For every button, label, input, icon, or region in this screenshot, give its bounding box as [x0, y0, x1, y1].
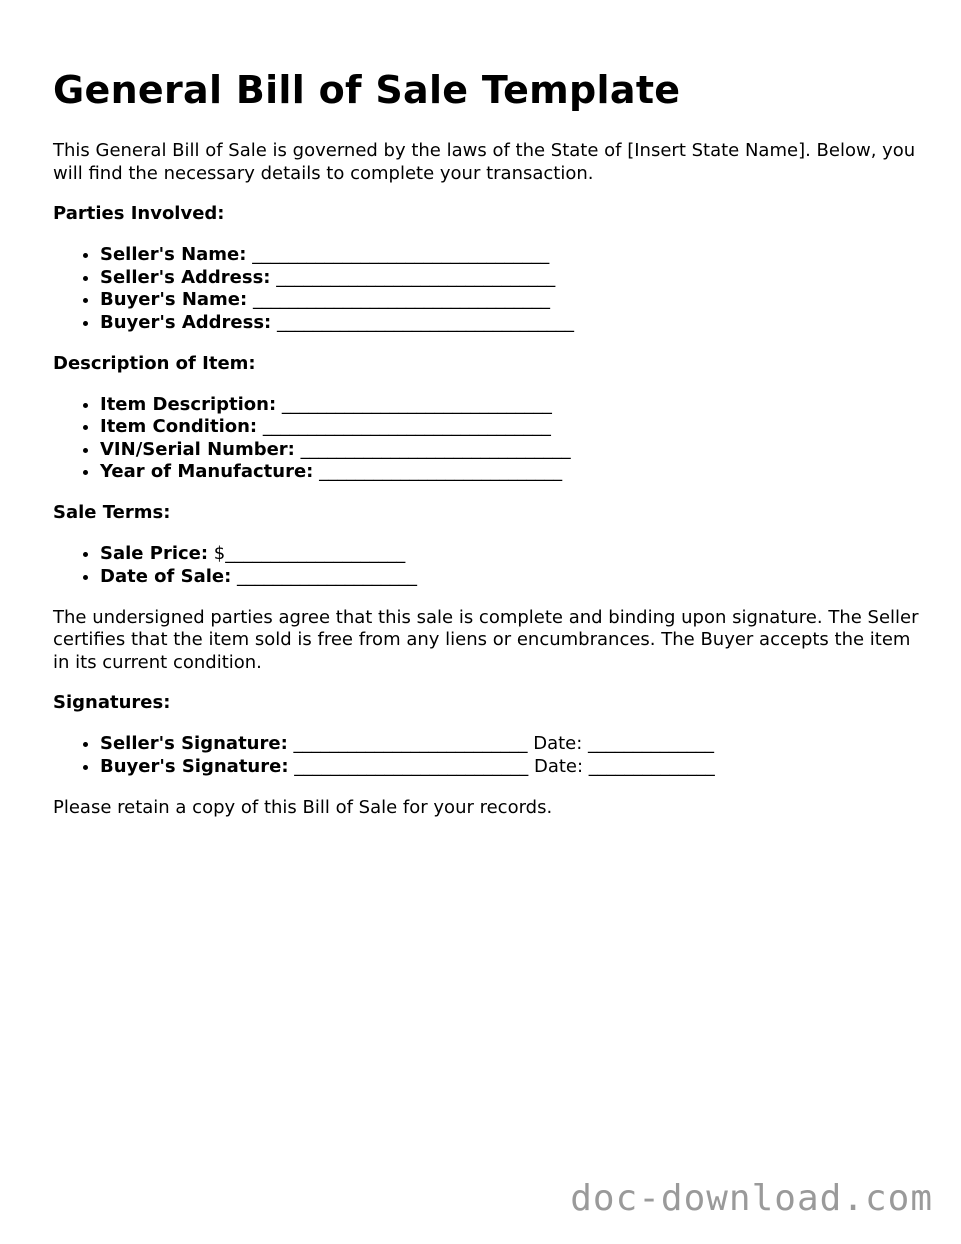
document-page [53, 62, 923, 837]
field-blank: ______________________________ [276, 393, 552, 415]
field-label: VIN/Serial Number: [100, 438, 295, 460]
field-label: Date of Sale: [100, 565, 232, 587]
parties-list [53, 244, 923, 334]
list-item [100, 416, 923, 439]
watermark: doc-download.com [570, 1178, 933, 1219]
field-blank: $____________________ [208, 543, 406, 564]
field-blank: __________________________ Date: ______________ [287, 733, 715, 754]
field-blank: _______________________________ [270, 266, 556, 288]
list-item [100, 244, 923, 267]
list-item [100, 439, 923, 462]
field-label: Buyer's Name: [100, 289, 248, 310]
terms-heading: Sale Terms: [53, 502, 171, 523]
agreement-paragraph: The undersigned parties agree that this sale is complete and binding upon signature. The Seller certifies that the item sold is free from any liens or encumbrances. The Buyer accepts the item in its current condition. [53, 606, 919, 673]
parties-heading: Parties Involved: [53, 203, 225, 224]
field-blank: _________________________________ [246, 244, 550, 265]
field-label: Buyer's Signature: [100, 755, 289, 777]
terms-list [53, 543, 923, 588]
field-label: Seller's Signature: [100, 733, 288, 754]
field-blank: ____________________ [231, 565, 418, 587]
field-label: Buyer's Address: [100, 311, 272, 333]
field-label: Sale Price: [100, 543, 209, 564]
item-list [53, 394, 923, 484]
field-blank: __________________________ Date: ______________ [288, 755, 715, 777]
list-item [100, 461, 923, 484]
field-label: Year of Manufacture: [100, 461, 314, 482]
field-blank: _________________________________ [271, 311, 574, 333]
signatures-heading: Signatures: [53, 692, 171, 713]
list-item [100, 543, 923, 566]
document-title: General Bill of Sale Template [53, 68, 681, 112]
item-heading: Description of Item: [53, 352, 256, 374]
field-blank: ___________________________ [313, 461, 563, 482]
field-label: Item Description: [100, 393, 277, 415]
list-item [100, 756, 923, 779]
field-label: Seller's Address: [100, 266, 271, 288]
list-item [100, 289, 923, 312]
list-item [100, 733, 923, 756]
field-blank: ________________________________ [257, 416, 551, 437]
list-item [100, 566, 923, 589]
list-item [100, 267, 923, 290]
list-item [100, 312, 923, 335]
closing-paragraph: Please retain a copy of this Bill of Sale for your records. [53, 796, 553, 818]
intro-paragraph: This General Bill of Sale is governed by the laws of the State of [Insert State Name]. Below, you will find the necessary details to complete your transaction. [53, 140, 916, 184]
field-blank: _________________________________ [247, 289, 550, 310]
signatures-list [53, 733, 923, 778]
field-label: Item Condition: [100, 416, 258, 437]
list-item [100, 394, 923, 417]
field-label: Seller's Name: [100, 244, 247, 265]
field-blank: ______________________________ [294, 438, 571, 460]
